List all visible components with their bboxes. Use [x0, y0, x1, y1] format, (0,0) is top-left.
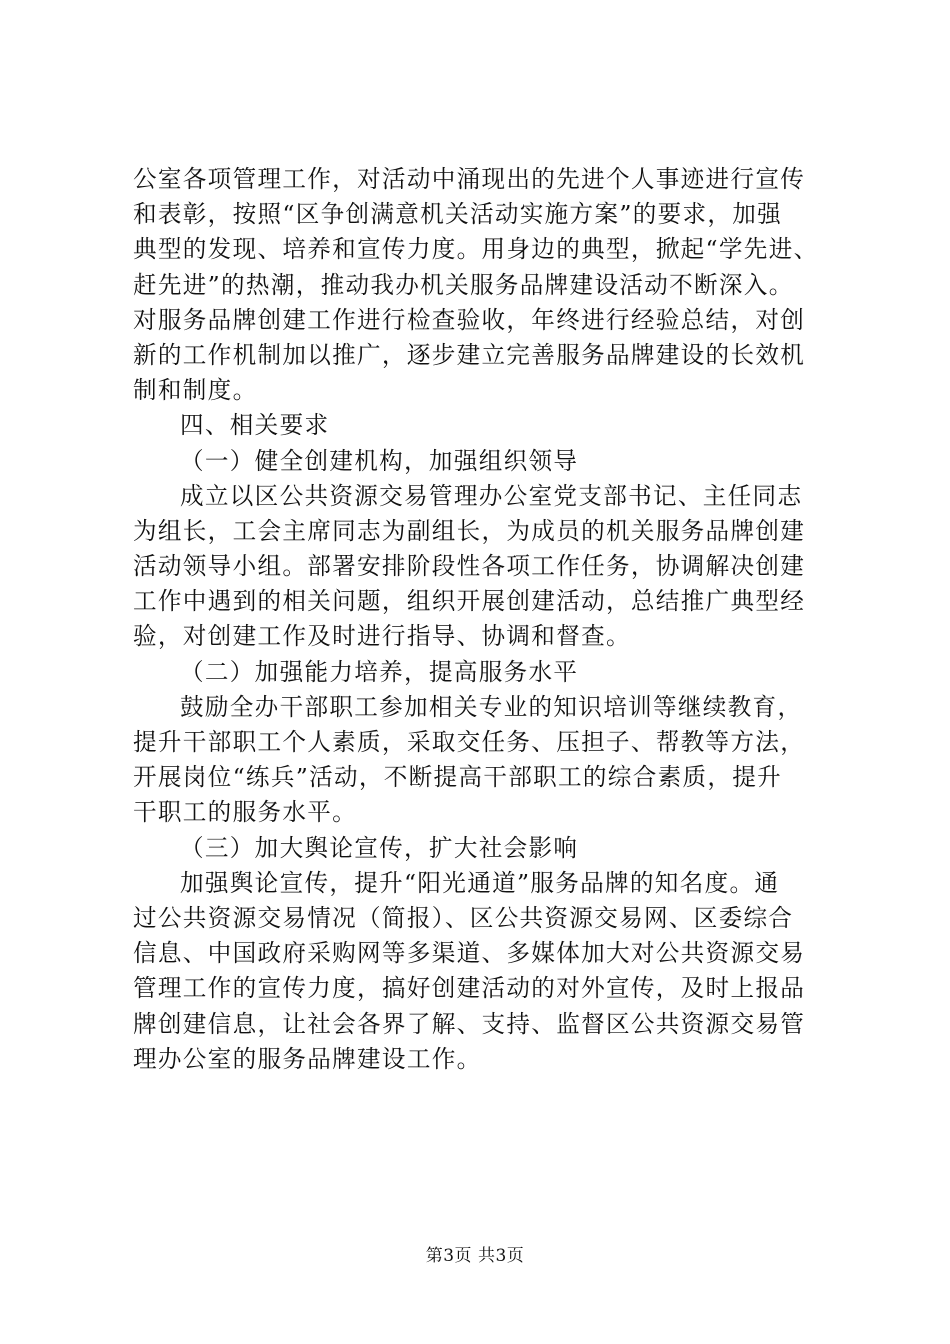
text-line: 信息、中国政府采购网等多渠道、多媒体加大对公共资源交易 [133, 939, 806, 968]
text-line: 鼓励全办干部职工参加相关专业的知识培训等继续教育， [180, 692, 803, 721]
text-line: 过公共资源交易情况（简报）、区公共资源交易网、区委综合 [133, 903, 794, 932]
subsection-heading: （二）加强能力培养，提高服务水平 [180, 657, 579, 686]
text-line: 为组长，工会主席同志为副组长，为成员的机关服务品牌创建 [133, 516, 806, 545]
subsection-heading: （三）加大舆论宣传，扩大社会影响 [180, 833, 579, 862]
text-line: 加强舆论宣传，提升“阳光通道”服务品牌的知名度。通 [180, 868, 780, 897]
text-line: 新的工作机制加以推广，逐步建立完善服务品牌建设的长效机 [133, 340, 806, 369]
text-line: 提升干部职工个人素质，采取交任务、压担子、帮教等方法， [133, 728, 806, 756]
text-line: 公室各项管理工作，对活动中涌现出的先进个人事迹进行宣传 [133, 165, 806, 193]
text-line: 活动领导小组。部署安排阶段性各项工作任务，协调解决创建 [133, 552, 806, 581]
text-line: 对服务品牌创建工作进行检查验收，年终进行经验总结，对创 [133, 305, 806, 334]
text-line: 开展岗位“练兵”活动，不断提高干部职工的综合素质，提升 [133, 763, 783, 792]
text-line: 典型的发现、培养和宣传力度。用身边的典型，掀起“学先进、 [133, 235, 819, 264]
document-body [133, 162, 833, 1077]
text-line: 牌创建信息，让社会各界了解、支持、监督区公共资源交易管 [133, 1009, 806, 1038]
text-line: 验，对创建工作及时进行指导、协调和督查。 [133, 622, 631, 651]
text-line: 制和制度。 [133, 376, 258, 405]
section-heading: 四、相关要求 [180, 411, 330, 440]
text-line: 成立以区公共资源交易管理办公室党支部书记、主任同志 [180, 481, 803, 510]
page-footer: 第3页 共3页 [425, 1246, 525, 1266]
text-line: 理办公室的服务品牌建设工作。 [133, 1044, 482, 1073]
text-line: 和表彰，按照“区争创满意机关活动实施方案”的要求，加强 [133, 200, 783, 229]
text-line: 赶先进”的热潮，推动我办机关服务品牌建设活动不断深入。 [133, 270, 794, 299]
subsection-heading: （一）健全创建机构，加强组织领导 [180, 446, 579, 475]
text-line: 管理工作的宣传力度，搞好创建活动的对外宣传，及时上报品 [133, 974, 806, 1003]
text-line: 工作中遇到的相关问题，组织开展创建活动，总结推广典型经 [133, 587, 806, 616]
text-line: 干职工的服务水平。 [133, 798, 358, 827]
